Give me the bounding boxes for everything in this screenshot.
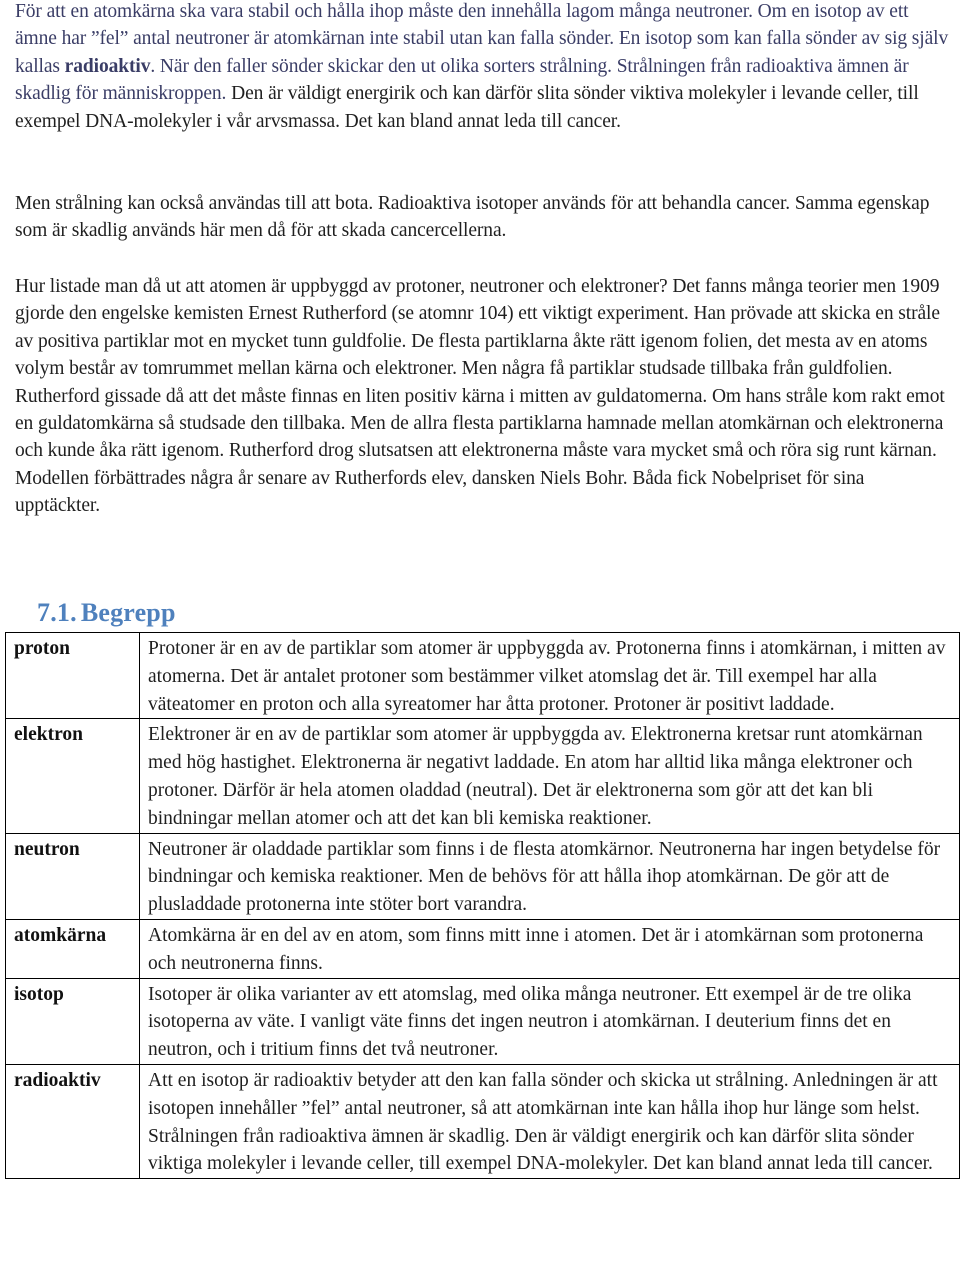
glossary-definition: Att en isotop är radioaktiv betyder att den kan falla sönder och skicka ut strålning. Anledningen är att isotopen innehåller ”fel” antal neutroner, så att atomkärnan inte kan hålla ihop hur länge som helst. Strålningen från radioaktiva ämnen är skadlig. Den är väldigt energirik och kan därför slita sönder viktiga molekyler i levande celler, till exempel DNA-molekyler. Det kan bland annat leda till cancer. (140, 1064, 960, 1178)
glossary-row (6, 719, 960, 833)
healing-paragraph: Men strålning kan också användas till att bota. Radioaktiva isotoper används för att behandla cancer. Samma egenskap som är skadlig används här men då för att skada cancercellerna. (15, 193, 930, 242)
glossary-term: elektron (6, 719, 140, 833)
intro-text-part1: För att en atomkärna ska vara stabil och hålla ihop måste den innehålla lagom många neutroner. Om en isotop av ett ämne har ”fel” antal neutroner är atomkärnan inte stabil utan kan falla sönder. En isotop som kan falla sönder av sig själv kallas (15, 1, 949, 77)
intro-paragraph (15, 0, 950, 135)
intro-text-part2: . När den faller sönder skickar den ut olika sorters strålning. Strålningen från radioaktiva ämnen är skadlig för människroppen. (15, 55, 909, 105)
glossary-definition: Isotoper är olika varianter av ett atomslag, med olika många neutroner. Ett exempel är de tre olika isotoperna av väte. I vanligt väte finns det ingen neutron i atomkärnan. I deuterium finns det en neutron, och i tritium finns det två neutroner. (140, 978, 960, 1064)
glossary-row (6, 978, 960, 1064)
glossary-term: atomkärna (6, 919, 140, 978)
rutherford-paragraph: Hur listade man då ut att atomen är uppbyggd av protoner, neutroner och elektroner? Det fanns många teorier men 1909 gjorde den engelske kemisten Ernest Rutherford (se atomnr 104) ett viktigt experiment. Han prövade att skicka en stråle av positiva partiklar mot en mycket tunn guldfolie. De flesta partiklarna åkte rätt igenom folien, det mesta av en atoms volym består av tomrummet mellan kärna och elektroner. Men några få partiklar studsade tillbaka från guldfolien. Rutherford gissade då att det måste finnas en liten positiv kärna i mitten av guldatomerna. Om hans stråle kom rakt emot en guldatomkärna så studsade den tillbaka. Men de allra flesta partiklarna hamnade mellan atomkärnan och elektronerna och kunde åka rätt igenom. Rutherford drog slutsatsen att elektronerna måste vara mycket små och röra sig runt kärnan. Modellen förbättrades några år senare av Rutherfords elev, dansken Niels Bohr. Båda fick Nobelpriset för sina upptäckter. (15, 276, 945, 517)
glossary-row (6, 833, 960, 919)
glossary-definition: Protoner är en av de partiklar som atomer är uppbyggda av. Protonerna finns i atomkärnan, i mitten av atomerna. Det är antalet protoner som bestämmer vilket atomslag det är. Till exempel har alla väteatomer en proton och alla syreatomer har åtta protoner. Protoner är positivt laddade. (140, 633, 960, 719)
glossary-table (5, 632, 960, 1179)
glossary-term: radioaktiv (6, 1064, 140, 1178)
glossary-term: isotop (6, 978, 140, 1064)
radioaktiv-keyword: radioaktiv (64, 55, 151, 77)
glossary-definition: Neutroner är oladdade partiklar som finns i de flesta atomkärnor. Neutronerna har ingen betydelse för bindningar och kemiska reaktioner. Men de behövs för att hålla ihop atomkärnan. De gör att de plusladdade protonerna inte stöter bort varandra. (140, 833, 960, 919)
section-heading (37, 598, 176, 628)
section-title: Begrepp (80, 598, 176, 627)
intro-text-part3: Den är väldigt energirik och kan därför slita sönder viktiva molekyler i levande celler, till exempel DNA-molekyler i vår arvsmassa. Det kan bland annat leda till cancer. (15, 83, 919, 132)
glossary-row (6, 919, 960, 978)
glossary-term: proton (6, 633, 140, 719)
glossary-definition: Elektroner är en av de partiklar som atomer är uppbyggda av. Elektronerna kretsar runt atomkärnan med hög hastighet. Elektronerna är negativt laddade. En atom har alltid lika många elektroner och protoner. Därför är hela atomen oladdad (neutral). Det är elektronerna som gör att det kan bli bindningar mellan atomer och att det kan bli kemiska reaktioner. (140, 719, 960, 833)
section-number: 7.1. (37, 598, 77, 627)
glossary-row (6, 1064, 960, 1178)
glossary-term: neutron (6, 833, 140, 919)
glossary-definition: Atomkärna är en del av en atom, som finns mitt inne i atomen. Det är i atomkärnan som protonerna och neutronerna finns. (140, 919, 960, 978)
glossary-row (6, 633, 960, 719)
